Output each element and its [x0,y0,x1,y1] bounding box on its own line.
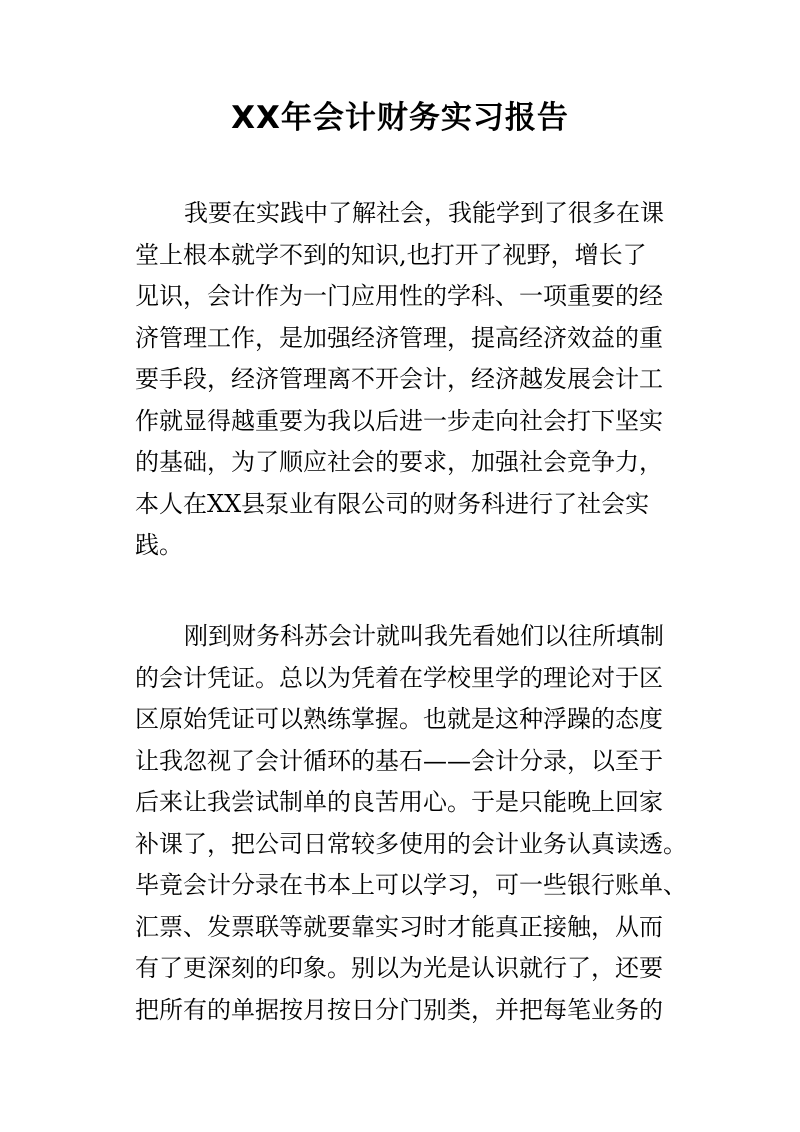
paragraph-line: 补课了，把公司日常较多使用的会计业务认真读透。 [135,829,687,858]
paragraph-line: 见识，会计作为一门应用性的学科、一项重要的经 [135,282,663,310]
paragraph-line: 有了更深刻的印象。别以为光是认识就行了，还要 [135,954,663,982]
paragraph-line: 堂上根本就学不到的知识,也打开了视野，增长了 [135,240,647,269]
paragraph-1 [135,193,680,567]
paragraph-line: 把所有的单据按月按日分门别类，并把每笔业务的 [135,995,663,1024]
paragraph-line: 要手段，经济管理离不开会计，经济越发展会计工 [135,365,663,393]
paragraph-line: 我要在实践中了解社会，我能学到了很多在课 [184,199,664,227]
paragraph-line: 区原始凭证可以熟练掌握。也就是这种浮躁的态度 [135,705,663,733]
paragraph-line: 的会计凭证。总以为凭着在学校里学的理论对于区 [135,663,663,692]
paragraph-line: 践。 [135,531,183,559]
paragraph-line: 汇票、发票联等就要靠实习时才能真正接触，从而 [135,912,663,941]
paragraph-line: 毕竟会计分录在书本上可以学习，可一些银行账单、 [135,871,687,899]
paragraph-line: 后来让我尝试制单的良苦用心。于是只能晚上回家 [135,788,663,816]
paragraph-2 [135,616,687,1031]
document-title: XX年会计财务实习报告 [231,100,569,136]
paragraph-line: 刚到财务科苏会计就叫我先看她们以往所填制 [184,622,664,650]
paragraph-line: 济管理工作，是加强经济管理，提高经济效益的重 [135,323,663,352]
paragraph-line: 让我忽视了会计循环的基石——会计分录，以至于 [135,746,663,775]
paragraph-line: 的基础，为了顺应社会的要求，加强社会竞争力， [135,448,663,476]
paragraph-line: 作就显得越重要为我以后进一步走向社会打下坚实 [135,406,663,435]
paragraph-line: 本人在XX县泵业有限公司的财务科进行了社会实 [135,489,650,518]
